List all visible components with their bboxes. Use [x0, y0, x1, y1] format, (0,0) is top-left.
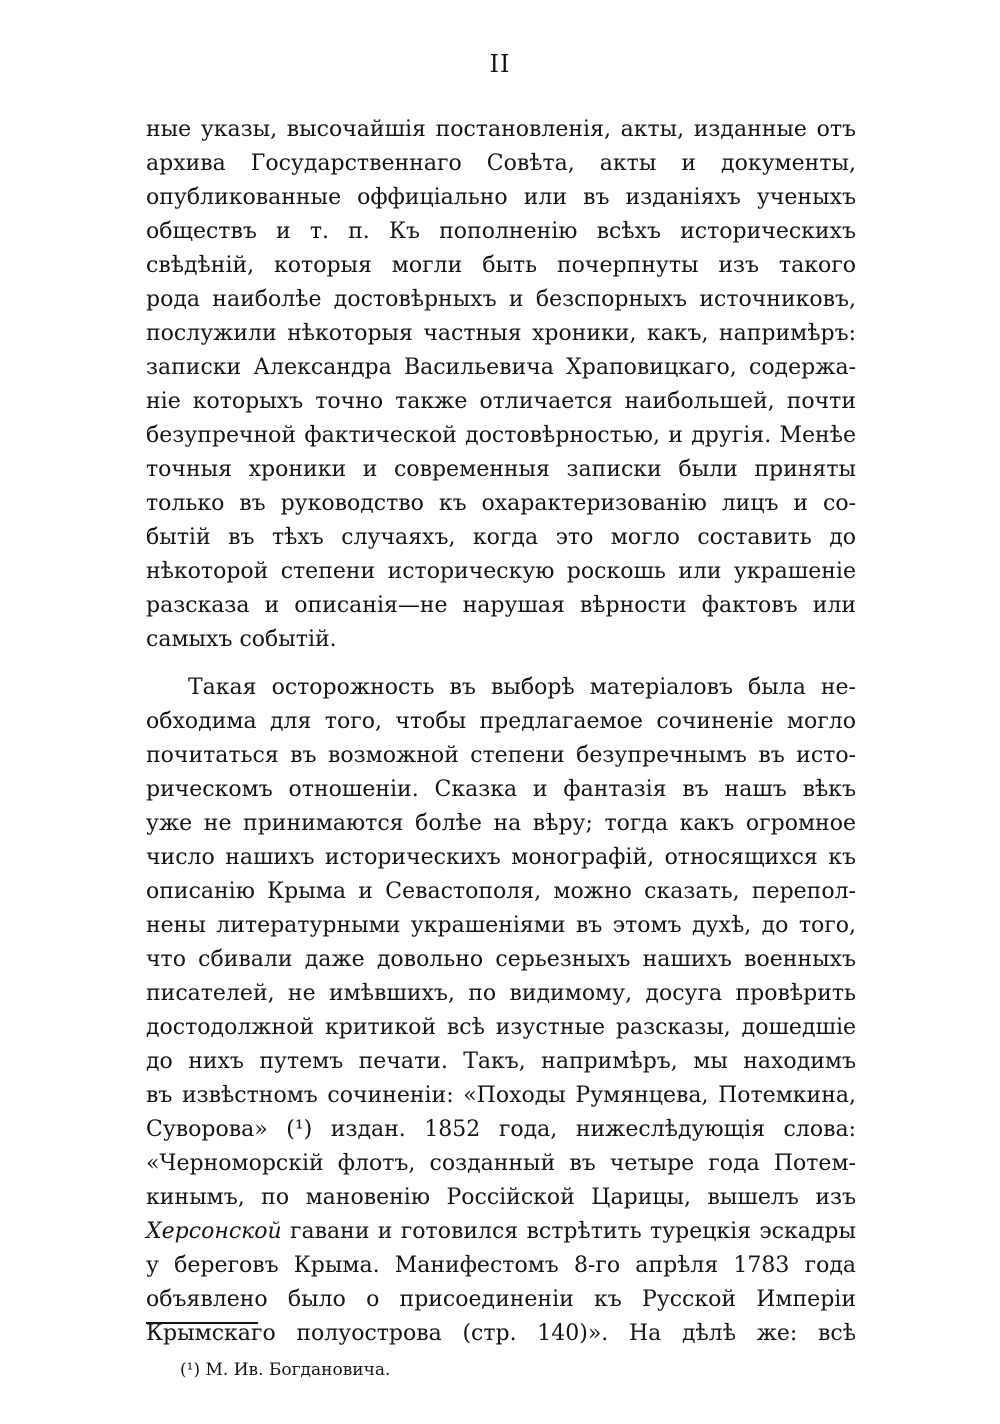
text-line: послужили нѣкоторыя частныя хроники, какъ, напримѣръ:	[146, 321, 856, 346]
text-line: у береговъ Крыма. Манифестомъ 8-го апрѣля 1783 года	[146, 1253, 856, 1278]
text-line: до нихъ путемъ печати. Такъ, напримѣръ, мы находимъ	[146, 1049, 856, 1074]
text-line: достодолжной критикой всѣ изустные разсказы, дошедшіе	[146, 1015, 856, 1040]
text-line: число нашихъ историческихъ монографій, относящихся къ	[146, 845, 856, 870]
text-line: въ извѣстномъ сочиненіи: «Походы Румянцева, Потемкина,	[146, 1083, 856, 1108]
body-text	[146, 113, 856, 1351]
paragraph-1	[146, 113, 856, 657]
text-line: безупречной фактической достовѣрностью, и другія. Менѣе	[146, 423, 856, 448]
paragraph-2	[146, 671, 856, 1351]
text-line: описанію Крыма и Севастополя, можно сказать, перепол-	[146, 879, 856, 904]
text-line: рода наиболѣе достовѣрныхъ и безспорныхъ источниковъ,	[146, 287, 856, 312]
paragraph-gap	[146, 657, 856, 671]
italic-place-name: Херсонской	[146, 1219, 282, 1244]
text-line: что сбивали даже довольно серьезныхъ нашихъ военныхъ	[146, 947, 856, 972]
text-line: рическомъ отношеніи. Сказка и фантазія въ нашъ вѣкъ	[146, 777, 856, 802]
text-line: «Черноморскій флотъ, созданный въ четыре года Потем-	[146, 1151, 856, 1176]
text-line: ные указы, высочайшія постановленія, акты, изданные отъ	[146, 117, 856, 142]
text-line: Крымскаго полуострова (стр. 140)». На дѣлѣ же: всѣ	[146, 1321, 856, 1346]
text-line: Суворова» (¹) издан. 1852 года, нижеслѣдующія слова:	[146, 1117, 856, 1142]
text-line: бытій въ тѣхъ случаяхъ, когда это могло составить до	[146, 525, 856, 550]
text-line: самыхъ событій.	[146, 627, 337, 652]
text-line: опубликованные оффиціально или въ изданіяхъ ученыхъ	[146, 185, 856, 210]
text-line: писателей, не имѣвшихъ, по видимому, досуга провѣрить	[146, 981, 856, 1006]
text-line-with-italic	[146, 1215, 856, 1249]
text-line: Такая осторожность въ выборѣ матеріаловъ была не-	[188, 675, 856, 700]
footnote	[180, 1360, 390, 1380]
text-line: свѣдѣній, которыя могли быть почерпнуты изъ такого	[146, 253, 856, 278]
footnote-mark: (¹)	[180, 1360, 201, 1380]
page-number: II	[489, 50, 511, 78]
text-line: уже не принимаются болѣе на вѣру; тогда какъ огромное	[146, 811, 856, 836]
footnote-text: М. Ив. Богдановича.	[205, 1360, 391, 1380]
text-line: кинымъ, по мановенію Россійской Царицы, вышелъ изъ	[146, 1185, 856, 1210]
text-line: почитаться въ возможной степени безупречнымъ въ исто-	[146, 743, 856, 768]
text-line: записки Александра Васильевича Храповицкаго, содержа-	[146, 355, 856, 380]
text-line: обходима для того, чтобы предлагаемое сочиненіе могло	[146, 709, 856, 734]
text-line: нены литературными украшеніями въ этомъ духѣ, до того,	[146, 913, 856, 938]
text-line: обществъ и т. п. Къ пополненію всѣхъ историческихъ	[146, 219, 856, 244]
text-line-rest: гавани и готовился встрѣтить турецкія эскадры	[281, 1219, 856, 1244]
text-line: объявлено было о присоединеніи къ Русской Имперіи	[146, 1287, 856, 1312]
text-line: разсказа и описанія—не нарушая вѣрности фактовъ или	[146, 593, 856, 618]
text-line: только въ руководство къ охарактеризованію лицъ и со-	[146, 491, 856, 516]
text-line: точныя хроники и современныя записки были приняты	[146, 457, 856, 482]
text-line: ніе которыхъ точно также отличается наибольшей, почти	[146, 389, 856, 414]
text-line: архива Государственнаго Совѣта, акты и документы,	[146, 151, 856, 176]
text-line: нѣкоторой степени историческую роскошь или украшеніе	[146, 559, 856, 584]
footnote-divider	[146, 1322, 258, 1324]
